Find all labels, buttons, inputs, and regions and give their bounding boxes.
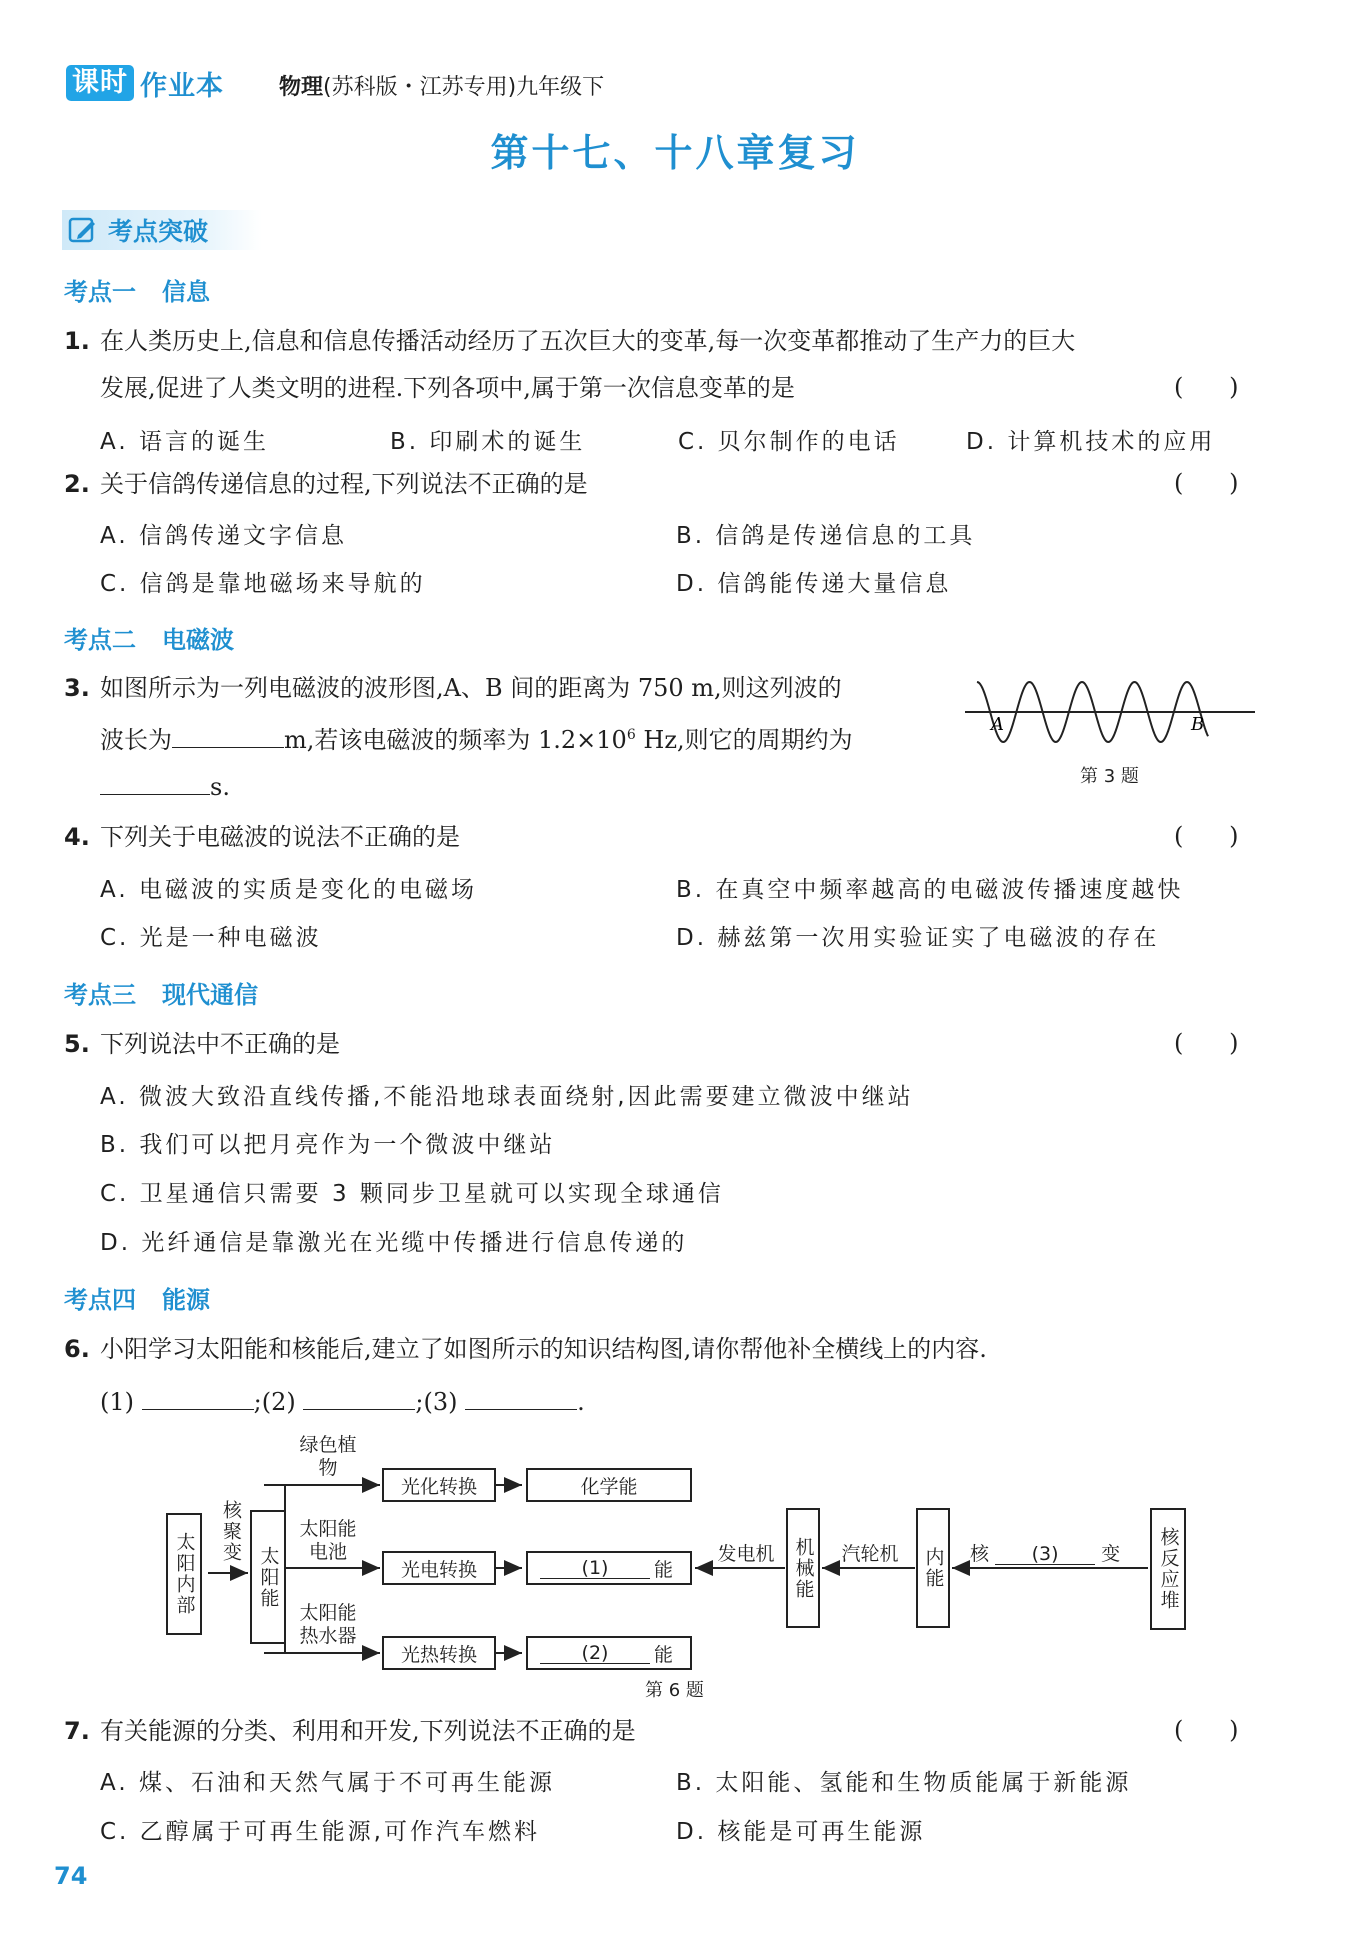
figure-caption: 第 6 题 <box>645 1680 704 1701</box>
option-a: A. 电磁波的实质是变化的电磁场 <box>100 877 477 903</box>
box-mechanical-energy: 机械能 <box>786 1508 820 1628</box>
pencil-edit-icon <box>68 215 98 245</box>
question-4-text: 下列关于电磁波的说法不正确的是 <box>100 823 460 851</box>
option-b: B. 太阳能、氢能和生物质能属于新能源 <box>676 1770 1132 1796</box>
answer-blank[interactable] <box>100 770 210 795</box>
question-7-text: 有关能源的分类、利用和开发,下列说法不正确的是 <box>100 1717 636 1745</box>
label-green-plant: 绿色植物 <box>299 1434 357 1479</box>
option-a: A. 信鸽传递文字信息 <box>100 523 347 549</box>
question-number: 2. <box>64 470 90 498</box>
box-photochem: 光化转换 <box>382 1468 496 1502</box>
option-c: C. 光是一种电磁波 <box>100 925 322 951</box>
answer-paren: ( ) <box>1174 469 1239 497</box>
wave-figure <box>965 668 1265 768</box>
option-d: D. 计算机技术的应用 <box>966 429 1216 455</box>
point-b-label: B <box>1191 714 1205 735</box>
page-title: 第十七、十八章复习 <box>490 131 860 175</box>
page-number: 74 <box>54 1862 88 1890</box>
question-3-line2: 波长为 m,若该电磁波的频率为 $1.2\times 10^6$ Hz,则它的周期约为 <box>100 720 853 755</box>
option-b: B. 在真空中频率越高的电磁波传播速度越快 <box>676 877 1184 903</box>
brand-logo <box>66 64 224 102</box>
question-6-blanks: (1) ;(2) ;(3) . <box>100 1385 585 1417</box>
box-solar-energy: 太阳能 <box>250 1510 286 1644</box>
question-number: 7. <box>64 1717 90 1745</box>
question-3-line3: s. <box>100 770 230 802</box>
blank-2-label: (2) <box>540 1643 650 1664</box>
option-a: A. 煤、石油和天然气属于不可再生能源 <box>100 1770 555 1796</box>
box-chem-energy: 化学能 <box>526 1468 692 1502</box>
question-number: 4. <box>64 823 90 851</box>
box-blank-1: (1) 能 <box>526 1551 692 1585</box>
label-turbine: 汽轮机 <box>841 1543 899 1565</box>
option-b: B. 信鸽是传递信息的工具 <box>676 523 976 549</box>
answer-paren: ( ) <box>1174 1716 1239 1744</box>
book-edition: (苏科版・江苏专用)九年级下 <box>323 75 605 100</box>
box-blank-2: (2) 能 <box>526 1636 692 1670</box>
option-a: A. 微波大致沿直线传播,不能沿地球表面绕射,因此需要建立微波中继站 <box>100 1084 914 1110</box>
question-number: 1. <box>64 327 90 355</box>
box-sun-interior: 太阳内部 <box>166 1513 202 1635</box>
option-c: C. 信鸽是靠地磁场来导航的 <box>100 571 426 597</box>
label-nuclear-blank: 核 (3) 变 <box>970 1543 1140 1566</box>
box-internal-energy: 内能 <box>916 1508 950 1628</box>
option-c: C. 乙醇属于可再生能源,可作汽车燃料 <box>100 1819 540 1845</box>
question-number: 6. <box>64 1335 90 1363</box>
figure-caption: 第 3 题 <box>1080 766 1139 787</box>
option-d: D. 光纤通信是靠激光在光缆中传播进行信息传递的 <box>100 1230 688 1256</box>
option-b: B. 我们可以把月亮作为一个微波中继站 <box>100 1132 556 1158</box>
question-1-line1: 在人类历史上,信息和信息传播活动经历了五次巨大的变革,每一次变革都推动了生产力的巨大 <box>100 327 1076 355</box>
section-label: 考点突破 <box>108 217 209 246</box>
question-1-line2: 发展,促进了人类文明的进程.下列各项中,属于第一次信息变革的是 <box>100 374 795 402</box>
question-1 <box>64 326 90 356</box>
kaodian-heading-3: 考点三 现代通信 <box>64 981 258 1009</box>
kaodian-heading-1: 考点一 信息 <box>64 278 210 306</box>
answer-blank-3[interactable] <box>465 1385 577 1410</box>
answer-paren: ( ) <box>1174 1029 1239 1057</box>
question-5-text: 下列说法中不正确的是 <box>100 1030 340 1058</box>
label-solar-cell: 太阳能电池 <box>299 1518 357 1563</box>
logo-mark: 课时 <box>66 65 134 101</box>
question-number: 5. <box>64 1030 90 1058</box>
option-d: D. 核能是可再生能源 <box>676 1819 926 1845</box>
option-c: C. 贝尔制作的电话 <box>678 429 900 455</box>
option-b: B. 印刷术的诞生 <box>390 429 586 455</box>
label-fusion: 核聚变 <box>220 1500 242 1563</box>
answer-blank[interactable] <box>172 723 284 748</box>
label-water-heater: 太阳能热水器 <box>299 1602 357 1647</box>
question-6-text: 小阳学习太阳能和核能后,建立了如图所示的知识结构图,请你帮他补全横线上的内容. <box>100 1335 987 1363</box>
answer-blank-2[interactable] <box>303 1385 415 1410</box>
option-a: A. 语言的诞生 <box>100 429 269 455</box>
box-nuclear-reactor: 核反应堆 <box>1150 1508 1186 1630</box>
question-number: 3. <box>64 674 90 702</box>
kaodian-heading-4: 考点四 能源 <box>64 1286 210 1314</box>
question-2-text: 关于信鸽传递信息的过程,下列说法不正确的是 <box>100 470 588 498</box>
book-title <box>279 70 604 101</box>
logo-text: 作业本 <box>140 70 224 102</box>
answer-paren: ( ) <box>1174 373 1239 401</box>
answer-blank-1[interactable] <box>142 1385 254 1410</box>
book-subject: 物理 <box>279 75 324 100</box>
option-d: D. 赫兹第一次用实验证实了电磁波的存在 <box>676 925 1160 951</box>
section-header <box>62 210 262 250</box>
blank-1-label: (1) <box>540 1558 650 1579</box>
box-photothermal: 光热转换 <box>382 1636 496 1670</box>
option-d: D. 信鸽能传递大量信息 <box>676 571 952 597</box>
blank-3-label: (3) <box>995 1544 1095 1565</box>
point-a-label: A <box>991 714 1004 735</box>
option-c: C. 卫星通信只需要 3 颗同步卫星就可以实现全球通信 <box>100 1181 724 1207</box>
question-3-line1: 如图所示为一列电磁波的波形图,A、B 间的距离为 750 m,则这列波的 <box>100 674 842 702</box>
answer-paren: ( ) <box>1174 822 1239 850</box>
box-photoelec: 光电转换 <box>382 1551 496 1585</box>
kaodian-heading-2: 考点二 电磁波 <box>64 626 234 654</box>
label-generator: 发电机 <box>717 1543 775 1565</box>
